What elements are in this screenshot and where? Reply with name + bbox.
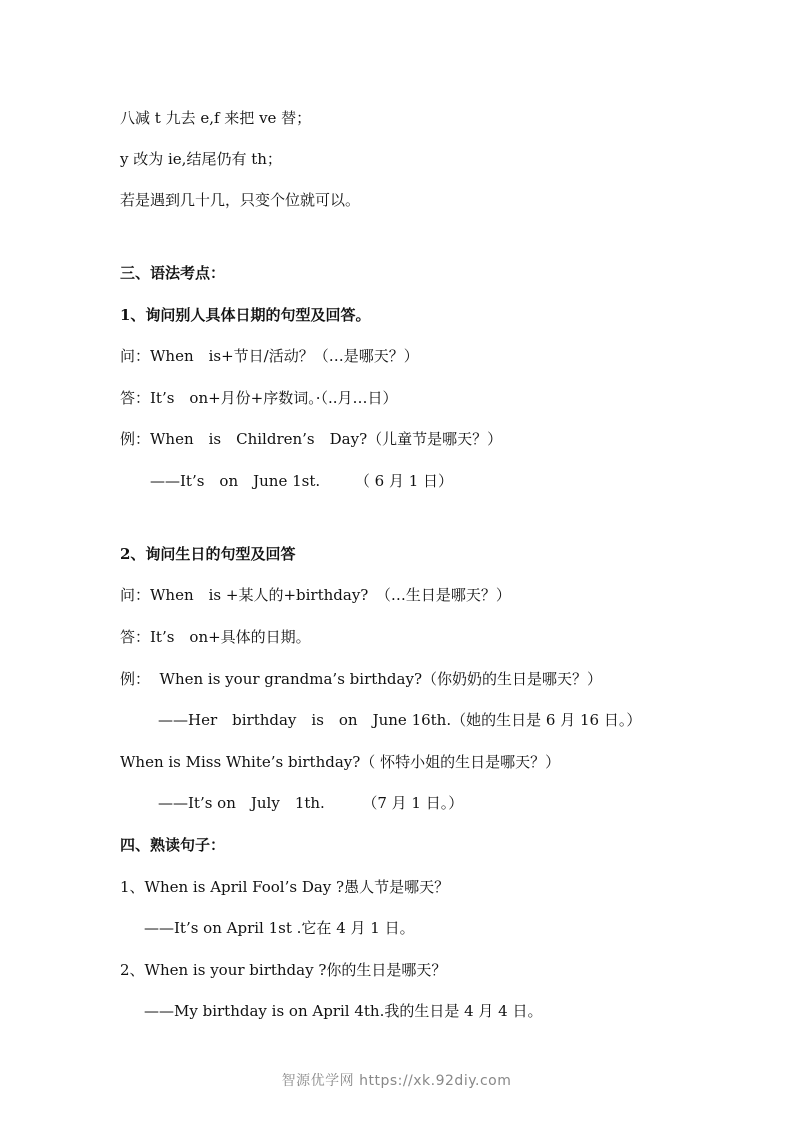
example-2-question: 例： When is your grandma’s birthday?（你奶奶的生日是哪天？）	[120, 670, 602, 688]
question-pattern-2: 问：When is +某人的+birthday? （…生日是哪天？）	[120, 586, 511, 604]
example-3-answer: ——It’s on July 1th. （7 月 1 日。）	[158, 794, 464, 812]
example-1-question: 例：When is Children’s Day?（儿童节是哪天？）	[120, 430, 503, 448]
rhyme-line-1: 八减 t 九去 e,f 来把 ve 替；	[120, 109, 312, 127]
rhyme-line-2: y 改为 ie,结尾仍有 th；	[120, 150, 282, 168]
subheading-date-question: 1、询问别人具体日期的句型及回答。	[120, 306, 371, 324]
answer-pattern-1: 答：It’s on+月份+序数词。·（..月…日）	[120, 389, 398, 407]
answer-pattern-2: 答：It’s on+具体的日期。	[120, 628, 311, 646]
reading-sentence-2: 2、When is your birthday ?你的生日是哪天？	[120, 961, 447, 979]
section-heading-reading: 四、熟读句子：	[120, 836, 226, 854]
footer-watermark: 智源优学网 https://xk.92diy.com	[281, 1073, 512, 1089]
question-pattern-1: 问：When is+节日/活动？（…是哪天？）	[120, 347, 419, 365]
rhyme-line-3: 若是遇到几十几，只变个位就可以。	[120, 191, 361, 209]
reading-answer-2: ——My birthday is on April 4th.我的生日是 4 月 4 日。	[144, 1002, 543, 1020]
example-1-answer: ——It’s on June 1st. （ 6 月 1 日）	[150, 472, 454, 490]
subheading-birthday-question: 2、询问生日的句型及回答	[120, 545, 296, 563]
section-heading-grammar: 三、语法考点：	[120, 264, 226, 282]
example-2-answer: ——Her birthday is on June 16th.（她的生日是 6 月 16 日。）	[158, 711, 642, 729]
reading-sentence-1: 1、When is April Fool’s Day ?愚人节是哪天？	[120, 878, 450, 896]
reading-answer-1: ——It’s on April 1st .它在 4 月 1 日。	[144, 919, 415, 937]
example-3-question: When is Miss White’s birthday?（ 怀特小姐的生日是哪天？）	[120, 753, 561, 771]
